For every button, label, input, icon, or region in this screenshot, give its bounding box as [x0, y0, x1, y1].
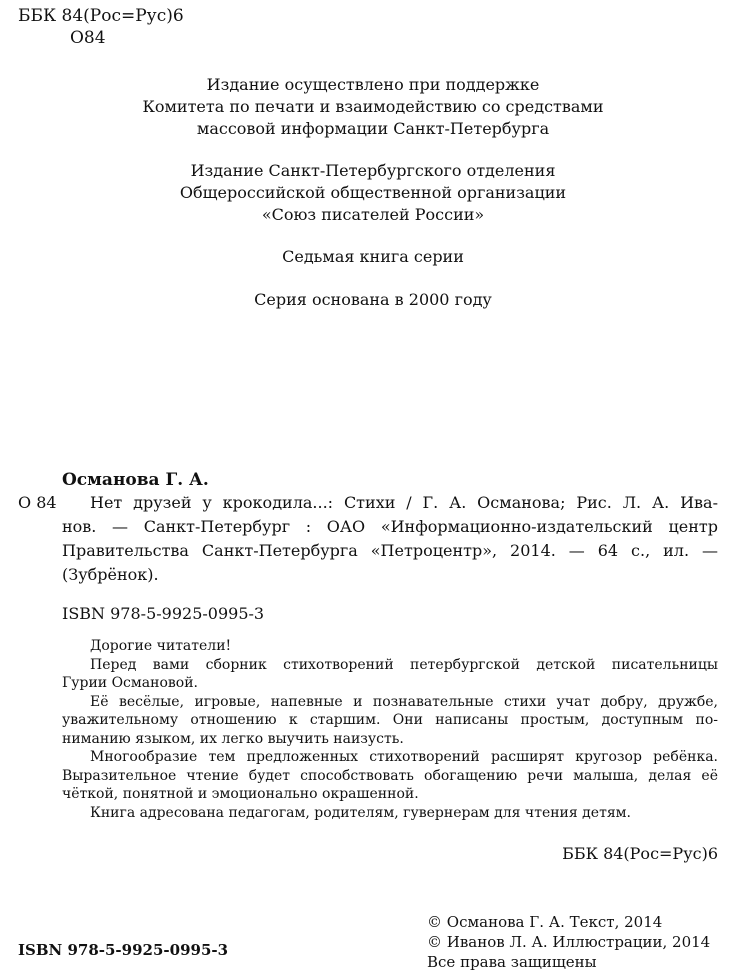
organization-line: Общероссийской общественной организации — [179, 183, 567, 202]
bibliographic-line: Правительства Санкт-Петербурга «Петроцентр», 2014. — 64 с., ил. — — [62, 541, 718, 560]
organization-line: Издание Санкт-Петербургского отделения — [190, 161, 556, 180]
isbn-bottom: ISBN 978-5-9925-0995-3 — [18, 941, 229, 959]
annotation-line: чёткой, понятной и эмоционально окрашенной. — [62, 786, 419, 802]
support-line: Комитета по печати и взаимодействию со средствами — [142, 97, 604, 116]
annotation-line: Книга адресована педагогам, родителям, гувернерам для чтения детям. — [90, 804, 631, 821]
bbk-classification-bottom: ББК 84(Рос=Рус)6 — [562, 844, 718, 863]
bbk-classification-top — [18, 5, 184, 49]
author-mark: О84 — [70, 28, 106, 48]
annotation-line: ниманию языком, их легко выучить наизусть. — [62, 730, 404, 747]
isbn: ISBN 978-5-9925-0995-3 — [62, 604, 265, 623]
series-founded: Серия основана в 2000 году — [254, 290, 492, 309]
organization-line: «Союз писателей России» — [261, 205, 485, 224]
support-statement — [0, 74, 746, 140]
bibliographic-line: (Зубрёнок). — [62, 565, 159, 584]
bibliographic-line: нов. — Санкт-Петербург : ОАО «Информационно-издательский центр — [62, 517, 718, 536]
annotation — [62, 637, 718, 822]
copyright-line: © Османова Г. А. Текст, 2014 — [427, 913, 663, 931]
bibliographic-line: Нет друзей у крокодила...: Стихи / Г. А. Османова; Рис. Л. А. Ива- — [90, 493, 718, 512]
annotation-line: Дорогие читатели! — [90, 638, 232, 654]
index-code: О 84 — [18, 493, 57, 512]
organization-statement — [0, 160, 746, 226]
rights-reserved: Все права защищены — [427, 953, 597, 971]
annotation-line: Многообразие тем предложенных стихотворений расширят кругозор ребёнка. — [90, 749, 718, 765]
annotation-line: Её весёлые, игровые, напевные и познавательные стихи учат добру, дружбе, — [90, 693, 718, 710]
copyright-block — [427, 912, 710, 972]
annotation-line: Выразительное чтение будет способствовать обогащению речи малыша, делая её — [62, 767, 718, 784]
support-line: Издание осуществлено при поддержке — [206, 75, 540, 94]
support-line: массовой информации Санкт-Петербурга — [196, 119, 550, 138]
copyright-line: © Иванов Л. А. Иллюстрации, 2014 — [427, 933, 711, 951]
annotation-line: Гурии Османовой. — [62, 675, 198, 691]
bbk-code: ББК 84(Рос=Рус)6 — [18, 6, 184, 26]
bibliographic-description — [62, 491, 718, 587]
author-heading: Османова Г. А. — [62, 470, 209, 490]
series-number: Седьмая книга серии — [282, 247, 464, 266]
annotation-line: уважительному отношению к старшим. Они написаны простым, доступным по- — [62, 712, 718, 728]
annotation-line: Перед вами сборник стихотворений петербургской детской писательницы — [90, 656, 718, 673]
